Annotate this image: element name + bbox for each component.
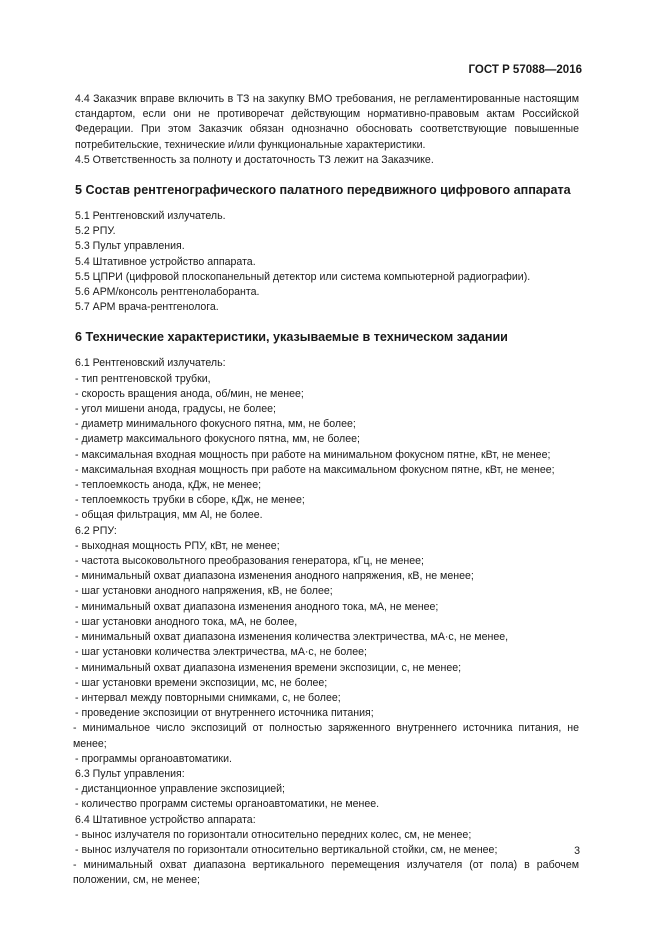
list-item: - проведение экспозиции от внутреннего источника питания; [75, 707, 374, 720]
section-6-title: 6 Технические характеристики, указываемые в техническом задании [75, 330, 508, 345]
list-item: - минимальный охват диапазона изменения анодного напряжения, кВ, не менее; [75, 570, 474, 583]
list-item: - количество программ системы органоавтоматики, не менее. [75, 798, 380, 811]
list-item: 5.1 Рентгеновский излучатель. [75, 210, 226, 223]
list-item: 5.6 АРМ/консоль рентгенолаборанта. [75, 286, 260, 299]
list-item: 6.3 Пульт управления: [75, 767, 185, 780]
list-item: - минимальный охват диапазона изменения количества электричества, мА·с, не менее, [75, 631, 509, 644]
list-item: - вынос излучателя по горизонтали относительно передних колес, см, не менее; [75, 828, 472, 841]
list-item: - шаг установки времени экспозиции, мс, не более; [75, 676, 328, 689]
section-6-list [75, 356, 579, 888]
list-item: - диаметр максимального фокусного пятна, мм, не более; [75, 433, 360, 446]
list-item: 6.4 Штативное устройство аппарата: [75, 813, 256, 826]
list-item: - теплоемкость анода, кДж, не менее; [75, 479, 262, 492]
list-item: - шаг установки анодного напряжения, кВ, не более; [75, 585, 333, 598]
list-item: - угол мишени анода, градусы, не более; [75, 403, 276, 416]
list-item: - тип рентгеновской трубки, [75, 372, 211, 385]
paragraph-4-4: 4.4 Заказчик вправе включить в ТЗ на закупку ВМО требования, не регламентированные настоящим стандартом, если они не противоречат действующим нормативно-правовым актам Российской Федерации. При этом Заказчик обязан однозначно обосновать соответствующие повышенные потребительские, технические и/или функциональные характеристики. [75, 93, 579, 151]
list-item: 5.5 ЦПРИ (цифровой плоскопанельный детектор или система компьютерной радиографии). [75, 270, 531, 283]
list-item: - диаметр минимального фокусного пятна, мм, не более; [75, 418, 356, 431]
list-item: - максимальная входная мощность при работе на максимальном фокусном пятне, кВт, не менее; [75, 463, 555, 476]
page-number: 3 [574, 845, 580, 857]
list-item: - частота высоковольтного преобразования генератора, кГц, не менее; [75, 555, 424, 568]
list-item: 6.2 РПУ: [75, 524, 117, 537]
list-item: 5.7 АРМ врача-рентгенолога. [75, 301, 219, 314]
list-item: - выходная мощность РПУ, кВт, не менее; [75, 539, 280, 552]
list-item: - дистанционное управление экспозицией; [75, 783, 286, 796]
list-item: 5.2 РПУ. [75, 225, 116, 238]
list-item: - шаг установки анодного тока, мА, не более, [75, 615, 298, 628]
list-item: - минимальный охват диапазона изменения анодного тока, мА, не менее; [75, 600, 439, 613]
document-header: ГОСТ Р 57088—2016 [468, 64, 582, 76]
list-item: - минимальный охват диапазона вертикального перемещения излучателя (от пола) в рабочем положении, см, не менее; [73, 859, 579, 887]
list-item: 5.3 Пульт управления. [75, 240, 185, 253]
list-item: - скорость вращения анода, об/мин, не менее; [75, 387, 304, 400]
list-item: 6.1 Рентгеновский излучатель: [75, 357, 226, 370]
list-item: - максимальная входная мощность при работе на минимальном фокусном пятне, кВт, не менее; [75, 448, 551, 461]
list-item: - интервал между повторными снимками, с, не более; [75, 691, 341, 704]
list-item: - минимальный охват диапазона изменения времени экспозиции, с, не менее; [75, 661, 462, 674]
list-item: - минимальное число экспозиций от полностью заряженного внутреннего источника питания, не менее; [73, 722, 579, 750]
list-item: - шаг установки количества электричества, мА·с, не более; [75, 646, 367, 659]
section-5-title: 5 Состав рентгенографического палатного передвижного цифрового аппарата [75, 183, 571, 198]
list-item: - общая фильтрация, мм Al, не более. [75, 509, 263, 522]
list-item: - теплоемкость трубки в сборе, кДж, не менее; [75, 494, 305, 507]
list-item: - программы органоавтоматики. [75, 752, 232, 765]
paragraph-4-5: 4.5 Ответственность за полноту и достаточность ТЗ лежит на Заказчике. [75, 153, 434, 166]
section-5-list [75, 209, 579, 315]
document-body [75, 92, 579, 889]
list-item: - вынос излучателя по горизонтали относительно вертикальной стойки, см, не менее; [75, 843, 498, 856]
list-item: 5.4 Штативное устройство аппарата. [75, 255, 256, 268]
